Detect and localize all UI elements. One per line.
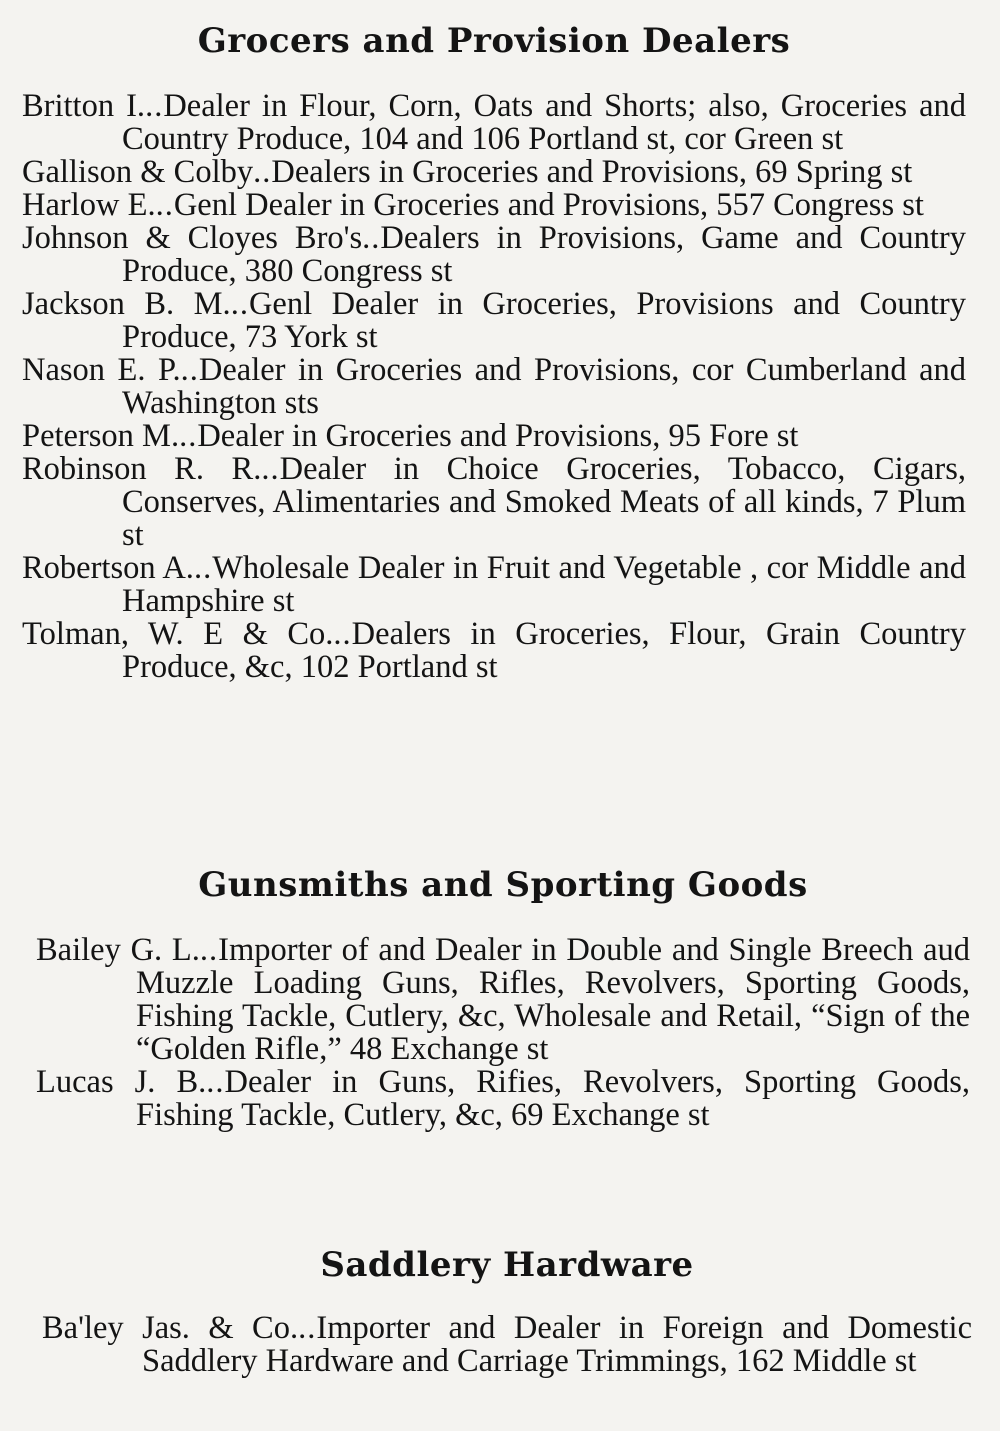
directory-entry: Nason E. P...Dealer in Groceries and Provisions, cor Cumberland and Washington sts bbox=[22, 352, 966, 421]
directory-entry: Robertson A...Wholesale Dealer in Fruit and Vegetable , cor Middle and Hampshire st bbox=[22, 550, 967, 619]
entry-list bbox=[36, 934, 970, 1132]
entry-text: Genl Dealer in Groceries and Provisions, 557 Congress st bbox=[173, 187, 924, 223]
entry-name: Peterson M. bbox=[22, 418, 180, 454]
entry-text: Dealer in Groceries and Provisions, 95 Fore st bbox=[197, 418, 799, 454]
entry-text: Importer and Dealer in Foreign and Domestic Saddlery Hardware and Carriage Trimmings, 162 Middle st bbox=[142, 1310, 973, 1379]
entry-name: Johnson & Cloyes Bro's bbox=[22, 220, 363, 256]
entry-text: Dealers in Groceries and Provisions, 69 Spring st bbox=[271, 154, 913, 190]
entry-name: Bailey G. L. bbox=[36, 932, 200, 968]
entry-text: Dealers in Groceries, Flour, Grain Country Produce, &c, 102 Portland st bbox=[122, 616, 966, 685]
directory-entry: Lucas J. B...Dealer in Guns, Rifies, Revolvers, Sporting Goods, Fishing Tackle, Cutlery, &c, 69 Exchange st bbox=[36, 1064, 970, 1133]
directory-entry: Tolman, W. E & Co...Dealers in Groceries, Flour, Grain Country Produce, &c, 102 Portland st bbox=[22, 616, 966, 685]
entry-name: Gallison & Colby bbox=[22, 154, 254, 190]
section-heading: Grocers and Provision Dealers bbox=[197, 21, 791, 61]
section-gunsmiths bbox=[36, 862, 970, 1132]
directory-entry: Robinson R. R...Dealer in Choice Groceries, Tobacco, Cigars, Conserves, Alimentaries and Smoked Meats of all kinds, 7 Plum st bbox=[22, 451, 966, 553]
entry-text: Importer of and Dealer in Double and Single Breech aud Muzzle Loading Guns, Rifles, Revolvers, Sporting Goods, Fishing Tackle, Cutlery, &c, Wholesale and Retail, “Sign of the “Golden Rifle,” 48 Exchange st bbox=[136, 932, 970, 1067]
entry-name: Tolman, W. E & Co. bbox=[22, 616, 334, 652]
entry-name: Nason E. P. bbox=[22, 352, 181, 388]
directory-entry: Britton I...Dealer in Flour, Corn, Oats and Shorts; also, Groceries and Country Produce, 104 and 106 Portland st, cor Green st bbox=[22, 88, 967, 157]
entry-name: Lucas J. B. bbox=[36, 1064, 207, 1100]
entry-name: Harlow E. bbox=[22, 187, 156, 223]
entry-text: Genl Dealer in Groceries, Provisions and Country Produce, 73 York st bbox=[122, 286, 966, 355]
section-grocers bbox=[22, 18, 966, 684]
entry-list bbox=[42, 1312, 972, 1378]
entry-text: Dealer in Choice Groceries, Tobacco, Cigars, Conserves, Alimentaries and Smoked Meats of all kinds, 7 Plum st bbox=[122, 451, 966, 553]
directory-entry: Johnson & Cloyes Bro's..Dealers in Provisions, Game and Country Produce, 380 Congress st bbox=[22, 220, 967, 289]
entry-text: Dealer in Flour, Corn, Oats and Shorts; also, Groceries and Country Produce, 104 and 106 Portland st, cor Green st bbox=[122, 88, 967, 157]
section-saddlery bbox=[42, 1242, 972, 1378]
directory-entry: Peterson M...Dealer in Groceries and Provisions, 95 Fore st bbox=[22, 418, 799, 454]
directory-entry: Jackson B. M...Genl Dealer in Groceries, Provisions and Country Produce, 73 York st bbox=[22, 286, 966, 355]
entry-text: Dealers in Provisions, Game and Country Produce, 380 Congress st bbox=[122, 220, 967, 289]
directory-entry: Bailey G. L...Importer of and Dealer in Double and Single Breech aud Muzzle Loading Guns, Rifles, Revolvers, Sporting Goods, Fishing Tackle, Cutlery, &c, Wholesale and Retail, “Sign of the “Golden Rifle,” 48 Exchange st bbox=[36, 932, 970, 1067]
entry-name: Britton I. bbox=[22, 88, 146, 124]
section-heading: Gunsmiths and Sporting Goods bbox=[198, 865, 808, 905]
entry-text: Dealer in Guns, Rifies, Revolvers, Sporting Goods, Fishing Tackle, Cutlery, &c, 69 Exchange st bbox=[136, 1064, 970, 1133]
entry-text: Dealer in Groceries and Provisions, cor Cumberland and Washington sts bbox=[122, 352, 966, 421]
entry-name: Jackson B. M. bbox=[22, 286, 231, 322]
entry-list bbox=[22, 90, 966, 684]
directory-entry: Gallison & Colby..Dealers in Groceries and Provisions, 69 Spring st bbox=[22, 154, 913, 190]
entry-text: Wholesale Dealer in Fruit and Vegetable , cor Middle and Hampshire st bbox=[122, 550, 967, 619]
directory-entry: Harlow E...Genl Dealer in Groceries and Provisions, 557 Congress st bbox=[22, 187, 924, 223]
entry-name: Robertson A. bbox=[22, 550, 194, 586]
entry-name: Robinson R. R. bbox=[22, 451, 262, 487]
directory-entry: Ba'ley Jas. & Co...Importer and Dealer in Foreign and Domestic Saddlery Hardware and Carriage Trimmings, 162 Middle st bbox=[42, 1310, 973, 1379]
section-heading: Saddlery Hardware bbox=[320, 1245, 694, 1285]
entry-name: Ba'ley Jas. & Co. bbox=[42, 1310, 299, 1346]
